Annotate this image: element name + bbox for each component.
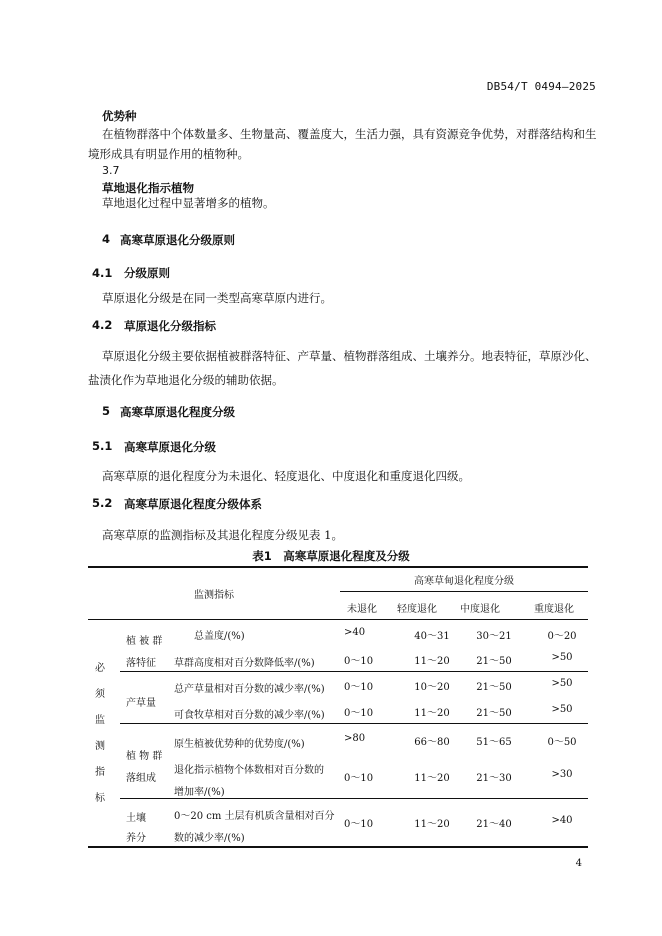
section-number-4-2: 4.2 <box>92 318 113 332</box>
table-row-0-value-3: 0～20 <box>547 631 577 642</box>
table-group-rule-2 <box>120 723 588 724</box>
table-row-3-value-2: 21～50 <box>476 708 512 719</box>
table-row-3-value-0: 0～10 <box>344 708 374 719</box>
group-label-composition-line2: 落组成 <box>126 773 156 784</box>
section-number-5-1: 5.1 <box>92 439 113 453</box>
table-row-5-indicator-line1: 退化指示植物个体数相对百分数的 <box>174 765 324 776</box>
table-row-2-value-1: 10～20 <box>414 682 450 693</box>
section-text-5-2: 高寒草原的监测指标及其退化程度分级见表 1。 <box>102 528 343 542</box>
table-header-grade-1: 轻度退化 <box>397 604 437 615</box>
table-row-4-value-3: 0～50 <box>547 737 577 748</box>
section-number-4: 4 <box>102 232 111 246</box>
section-title-4-2: 草原退化分级指标 <box>124 319 216 333</box>
table-row-1-indicator: 草群高度相对百分数降低率/(%) <box>174 658 315 669</box>
table-row-5-value-3: >30 <box>551 769 573 780</box>
table-row-4-value-1: 66～80 <box>414 737 450 748</box>
table-row-1-value-3: >50 <box>551 652 573 663</box>
table-row-5-value-0: 0～10 <box>344 773 374 784</box>
table-header-grade-2: 中度退化 <box>460 604 500 615</box>
table-row-5-value-1: 11～20 <box>414 773 450 784</box>
table-row-2-value-3: >50 <box>551 678 573 689</box>
group-label-yield: 产草量 <box>126 698 156 709</box>
table-group-rule-3 <box>120 798 588 799</box>
group-label-vegetation-line1: 植 被 群 <box>126 636 163 647</box>
side-label-char-2: 监 <box>95 715 105 726</box>
group-label-vegetation-line2: 落特征 <box>126 658 156 669</box>
table-title: 表1 高寒草原退化程度及分级 <box>252 549 410 563</box>
table-row-5-value-2: 21～30 <box>476 773 512 784</box>
side-label-char-4: 指 <box>95 767 105 778</box>
table-row-1-value-1: 11～20 <box>414 656 450 667</box>
term-number-3-7: 3.7 <box>102 164 120 177</box>
side-label-char-5: 标 <box>95 793 105 804</box>
table-row-5-indicator-line2: 增加率/(%) <box>174 787 225 798</box>
section-title-5-1: 高寒草原退化分级 <box>124 440 216 454</box>
section-title-5: 高寒草原退化程度分级 <box>120 405 235 419</box>
table-row-6-value-1: 11～20 <box>414 819 450 830</box>
section-number-5-2: 5.2 <box>92 496 113 510</box>
table-row-6-indicator-line2: 数的减少率/(%) <box>174 833 245 844</box>
table-header-mid-rule <box>340 591 588 592</box>
table-row-6-value-2: 21～40 <box>476 819 512 830</box>
table-row-6-indicator-line1: 0～20 cm 土层有机质含量相对百分 <box>174 811 335 822</box>
section-text-4-2: 草原退化分级主要依据植被群落特征、产草量、植物群落组成、土壤养分。地表特征，草原沙化、盐渍化作为草地退化分级的辅助依据。 <box>88 349 597 387</box>
section-text-5-1: 高寒草原的退化程度分为未退化、轻度退化、中度退化和重度退化四级。 <box>102 469 470 483</box>
page-number: 4 <box>575 858 582 869</box>
section-number-4-1: 4.1 <box>92 266 113 280</box>
term-text-3-7: 草地退化过程中显著增多的植物。 <box>102 196 275 210</box>
table-header-grade-3: 重度退化 <box>534 604 574 615</box>
term-title-3-7: 草地退化指示植物 <box>102 181 194 195</box>
table-header-grade-0: 未退化 <box>347 604 377 615</box>
group-label-soil-line1: 土壤 <box>126 813 146 824</box>
table-row-4-indicator: 原生植被优势种的优势度/(%) <box>174 739 305 750</box>
table-row-1-value-0: 0～10 <box>344 656 374 667</box>
section-text-4-1: 草原退化分级是在同一类型高寒草原内进行。 <box>102 291 332 305</box>
side-label-char-3: 测 <box>95 741 105 752</box>
table-group-rule-1 <box>120 671 588 672</box>
group-label-composition-line1: 植 物 群 <box>126 751 163 762</box>
side-label-char-1: 须 <box>95 689 105 700</box>
section-title-4-1: 分级原则 <box>124 266 170 280</box>
group-label-soil-line2: 养分 <box>126 833 146 844</box>
table-header-indicator: 监测指标 <box>194 590 234 601</box>
table-row-0-value-0: >40 <box>344 627 366 638</box>
table-row-1-value-2: 21～50 <box>476 656 512 667</box>
table-row-0-indicator: 总盖度/(%) <box>194 631 245 642</box>
table-row-2-value-2: 21～50 <box>476 682 512 693</box>
table-row-3-value-3: >50 <box>551 704 573 715</box>
term-title-dominant-species: 优势种 <box>102 109 137 123</box>
table-row-3-indicator: 可食牧草相对百分数的减少率/(%) <box>174 710 325 721</box>
table-row-2-indicator: 总产草量相对百分数的减少率/(%) <box>174 684 325 695</box>
section-title-4: 高寒草原退化分级原则 <box>120 233 235 247</box>
table-header-bottom-rule <box>88 619 588 620</box>
section-title-5-2: 高寒草原退化程度分级体系 <box>124 497 262 511</box>
table-header-group: 高寒草甸退化程度分级 <box>414 576 514 587</box>
table-row-4-value-2: 51～65 <box>476 737 512 748</box>
table-row-0-value-2: 30～21 <box>476 631 512 642</box>
side-label-char-0: 必 <box>95 663 105 674</box>
table-row-4-value-0: >80 <box>344 733 366 744</box>
table-row-0-value-1: 40～31 <box>414 631 450 642</box>
table-row-6-value-0: 0～10 <box>344 819 374 830</box>
table-top-rule <box>88 566 588 568</box>
table-row-3-value-1: 11～20 <box>414 708 450 719</box>
table-row-2-value-0: 0～10 <box>344 682 374 693</box>
table-row-6-value-3: >40 <box>551 815 573 826</box>
section-number-5: 5 <box>102 404 111 418</box>
document-number: DB54/T 0494—2025 <box>486 80 596 93</box>
table-bottom-rule <box>88 846 588 848</box>
term-text-dominant-species: 在植物群落中个体数量多、生物量高、覆盖度大，生活力强，具有资源竞争优势，对群落结构和生境形成具有明显作用的植物种。 <box>88 127 597 161</box>
